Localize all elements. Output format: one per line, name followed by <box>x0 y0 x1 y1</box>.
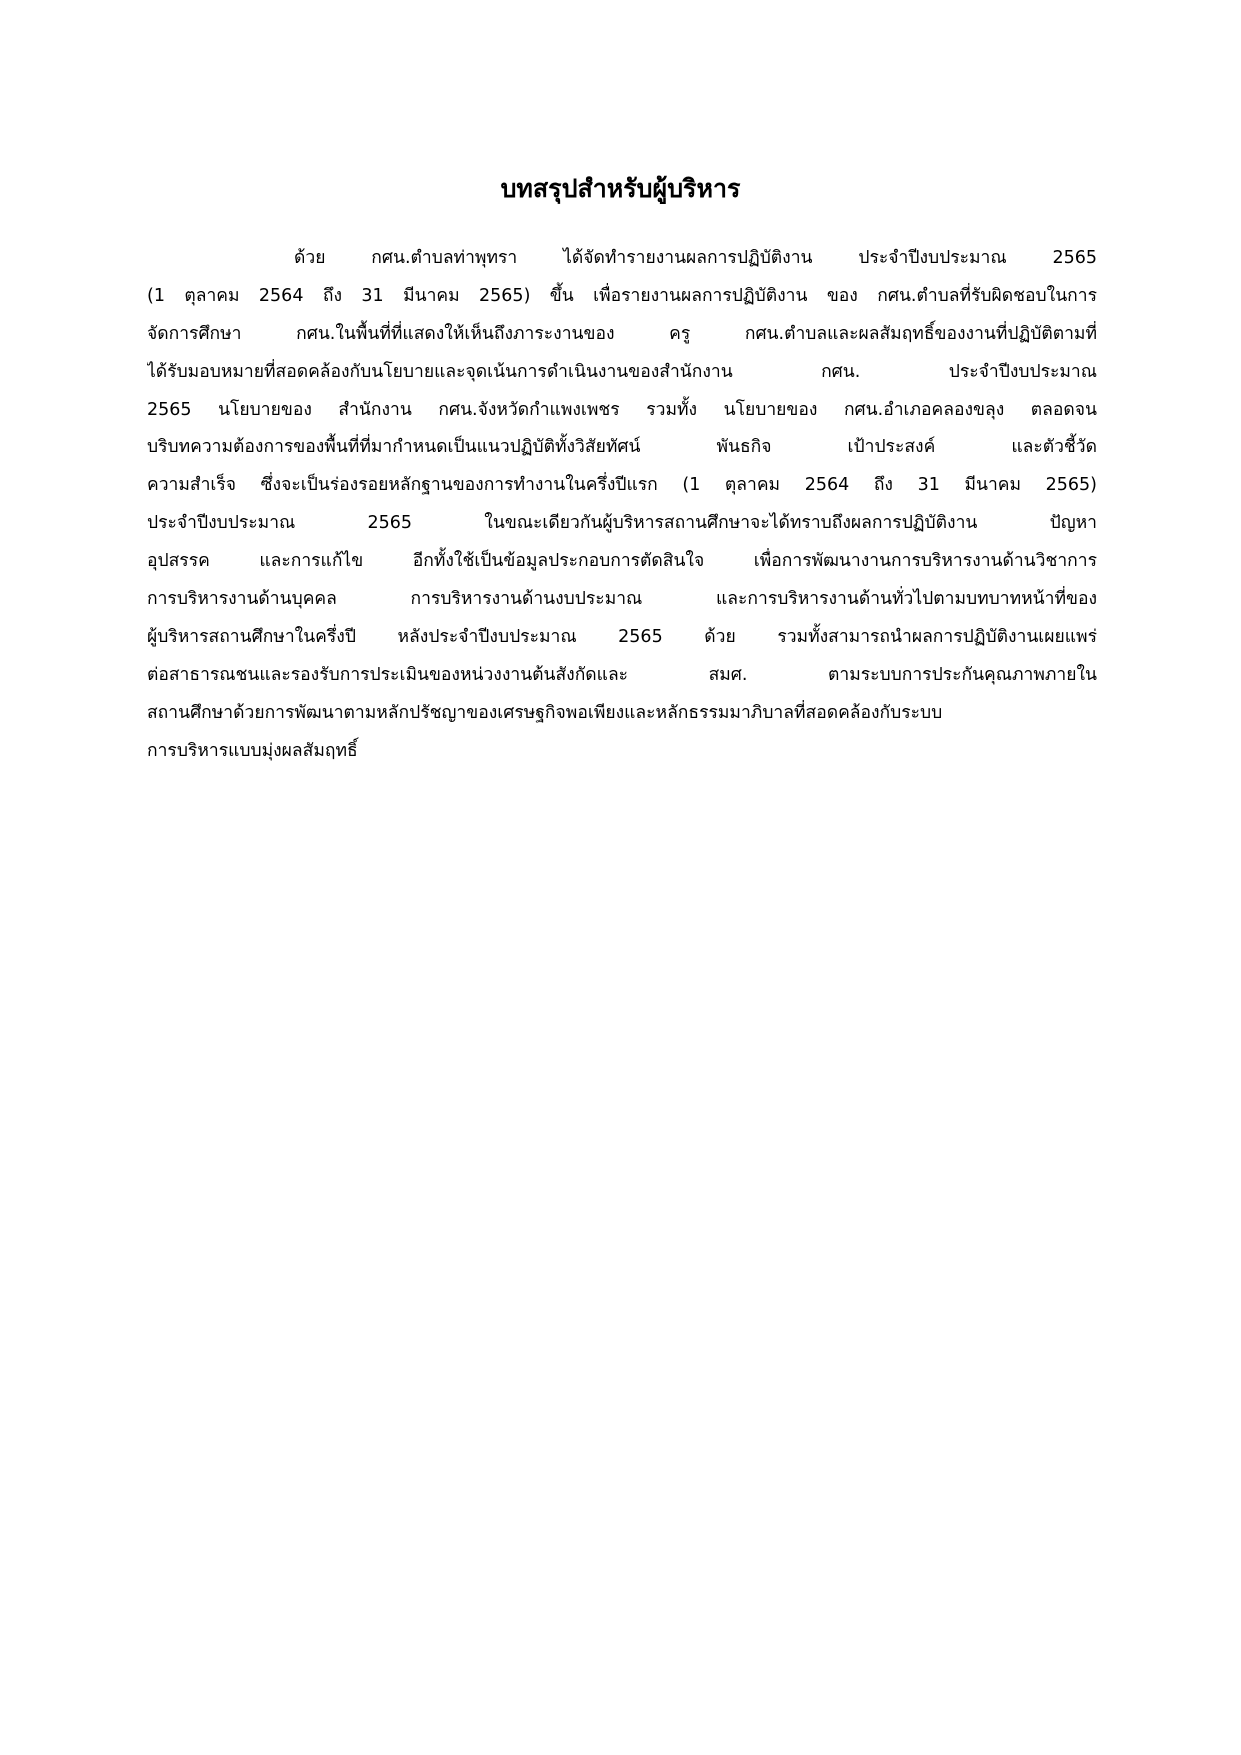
paragraph-line: ด้วย กศน.ตำบลท่าพุทรา ได้จัดทำรายงานผลการปฏิบัติงาน ประจำปีงบประมาณ 2565 <box>294 248 1097 268</box>
paragraph-line: (1 ตุลาคม 2564 ถึง 31 มีนาคม 2565) ขึ้น เพื่อรายงานผลการปฏิบัติงาน ของ กศน.ตำบลที่รับผิดชอบในการ <box>147 285 1097 306</box>
paragraph-line: สถานศึกษาด้วยการพัฒนาตามหลักปรัชญาของเศรษฐกิจพอเพียงและหลักธรรมมาภิบาลที่สอดคล้องกับระบบ <box>147 702 943 723</box>
page-title: บทสรุปสำหรับผู้บริหาร <box>500 174 741 203</box>
paragraph-line: บริบทความต้องการของพื้นที่ที่มากำหนดเป็นแนวปฏิบัติทั้งวิสัยทัศน์ พันธกิจ เป้าประสงค์ และตัวชี้วัด <box>147 437 1097 458</box>
paragraph-line: 2565 นโยบายของ สำนักงาน กศน.จังหวัดกำแพงเพชร รวมทั้ง นโยบายของ กศน.อำเภอคลองขลุง ตลอดจน <box>147 399 1097 420</box>
paragraph-line: การบริหารแบบมุ่งผลสัมฤทธิ์ <box>147 740 358 761</box>
paragraph-line: ได้รับมอบหมายที่สอดคล้องกับนโยบายและจุดเน้นการดำเนินงานของสำนักงาน กศน. ประจำปีงบประมาณ <box>147 361 1097 382</box>
paragraph-line: ประจำปีงบประมาณ 2565 ในขณะเดียวกันผู้บริหารสถานศึกษาจะได้ทราบถึงผลการปฏิบัติงาน ปัญหา <box>147 513 1097 534</box>
paragraph-line: ความสำเร็จ ซึ่งจะเป็นร่องรอยหลักฐานของการทำงานในครึ่งปีแรก (1 ตุลาคม 2564 ถึง 31 มีนาคม 2565) <box>147 475 1097 496</box>
paragraph-line: การบริหารงานด้านบุคคล การบริหารงานด้านงบประมาณ และการบริหารงานด้านทั่วไปตามบทบาทหน้าที่ของ <box>147 589 1097 610</box>
paragraph-line: จัดการศึกษา กศน.ในพื้นที่ที่แสดงให้เห็นถึงภาระงานของ ครู กศน.ตำบลและผลสัมฤทธิ์ของงานที่ปฏิบัติตามที่ <box>147 323 1097 344</box>
paragraph-line: ผู้บริหารสถานศึกษาในครึ่งปี หลังประจำปีงบประมาณ 2565 ด้วย รวมทั้งสามารถนำผลการปฏิบัติงานเผยแพร่ <box>147 626 1097 647</box>
paragraph-line: อุปสรรค และการแก้ไข อีกทั้งใช้เป็นข้อมูลประกอบการตัดสินใจ เพื่อการพัฒนางานการบริหารงานด้านวิชาการ <box>147 551 1097 572</box>
executive-summary-paragraph <box>147 240 1097 770</box>
paragraph-line: ต่อสาธารณชนและรองรับการประเมินของหน่วงงานต้นสังกัดและ สมศ. ตามระบบการประกันคุณภาพภายใน <box>147 664 1097 685</box>
